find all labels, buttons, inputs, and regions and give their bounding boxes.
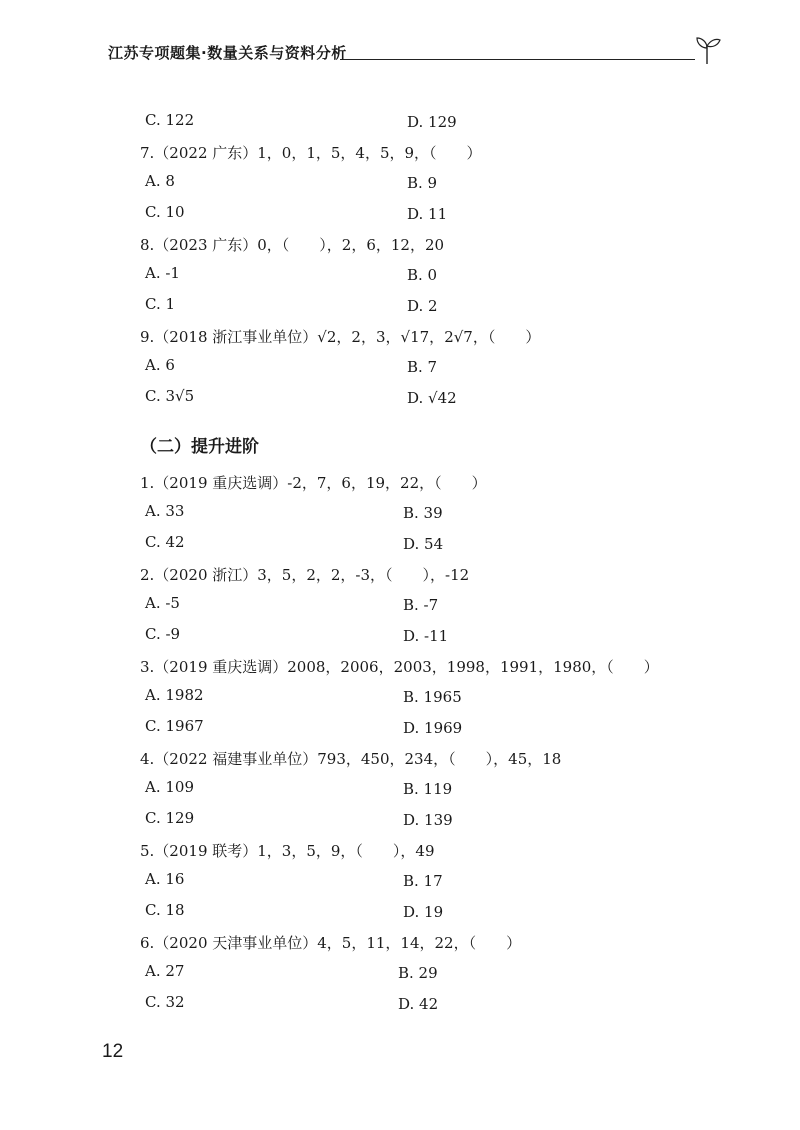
option-d: D. 19 <box>403 903 444 921</box>
option-b: B. 17 <box>403 872 443 890</box>
option-a: A. 27 <box>145 962 185 980</box>
option-c: C. -9 <box>145 625 181 643</box>
option-c: C. 10 <box>145 203 185 221</box>
option-a: A. -5 <box>145 594 180 612</box>
option-a: A. 109 <box>145 778 194 796</box>
option-a: A. -1 <box>145 264 180 282</box>
question-stem: 8.（2023 广东）0，（ ），2，6，12，20 <box>140 236 445 254</box>
sprout-icon <box>692 34 722 66</box>
option-d: D. 42 <box>398 995 439 1013</box>
question-stem: 1.（2019 重庆选调）-2，7，6，19，22，（ ） <box>140 474 487 492</box>
question-prefix: 9.（2018 浙江事业单位） <box>140 328 318 346</box>
term-sqrt: √17 <box>400 328 430 346</box>
option-a: A. 6 <box>145 356 175 374</box>
option-b: B. -7 <box>403 596 439 614</box>
option-c: C. 129 <box>145 809 195 827</box>
option-a: A. 33 <box>145 502 185 520</box>
option-b: B. 1965 <box>403 688 462 706</box>
term-sqrt: √2 <box>317 328 337 346</box>
question-stem: 4.（2022 福建事业单位）793，450，234，（ ），45，18 <box>140 750 562 768</box>
option-b: B. 0 <box>407 266 438 284</box>
option-d: D. 11 <box>407 205 448 223</box>
option-d: D. 129 <box>407 113 457 131</box>
option-a: A. 1982 <box>145 686 204 704</box>
question-stem: 2.（2020 浙江）3，5，2，2，-3，（ ），-12 <box>140 566 470 584</box>
option-c: C. 18 <box>145 901 185 919</box>
running-header-title: 江苏专项题集·数量关系与资料分析 <box>108 44 347 62</box>
blank: （ ） <box>487 328 541 346</box>
question-stem: 5.（2019 联考）1，3，5，9，（ ），49 <box>140 842 435 860</box>
question-stem: 6.（2020 天津事业单位）4，5，11，14，22，（ ） <box>140 934 522 952</box>
term: 2 <box>351 328 361 346</box>
option-d: D. 139 <box>403 811 453 829</box>
page-number: 12 <box>102 1041 124 1062</box>
question-stem: 9.（2018 浙江事业单位）√2，2，3，√17，2√7，（ ） <box>140 328 541 346</box>
question-stem: 3.（2019 重庆选调）2008，2006，2003，1998，1991，1980，（ ） <box>140 658 659 676</box>
question-stem: 7.（2022 广东）1，0，1，5，4，5，9，（ ） <box>140 144 482 162</box>
section-title: （二）提升进阶 <box>140 437 259 457</box>
option-c: C. 3√5 <box>145 387 195 405</box>
option-d: D. -11 <box>403 627 449 645</box>
option-b: B. 119 <box>403 780 453 798</box>
option-c: C. 122 <box>145 111 195 129</box>
option-b: B. 9 <box>407 174 438 192</box>
option-a: A. 8 <box>145 172 175 190</box>
option-d: D. √42 <box>407 389 457 407</box>
option-b: B. 7 <box>407 358 438 376</box>
option-d: D. 54 <box>403 535 444 553</box>
option-d: D. 2 <box>407 297 438 315</box>
option-c: C. 1967 <box>145 717 204 735</box>
option-b: B. 29 <box>398 964 438 982</box>
term-sqrt: 2√7 <box>444 328 473 346</box>
option-c: C. 1 <box>145 295 176 313</box>
term: 3 <box>375 328 386 346</box>
option-c: C. 42 <box>145 533 185 551</box>
header-rule <box>340 59 695 60</box>
option-d: D. 1969 <box>403 719 463 737</box>
option-a: A. 16 <box>145 870 185 888</box>
option-c: C. 32 <box>145 993 185 1011</box>
option-b: B. 39 <box>403 504 443 522</box>
